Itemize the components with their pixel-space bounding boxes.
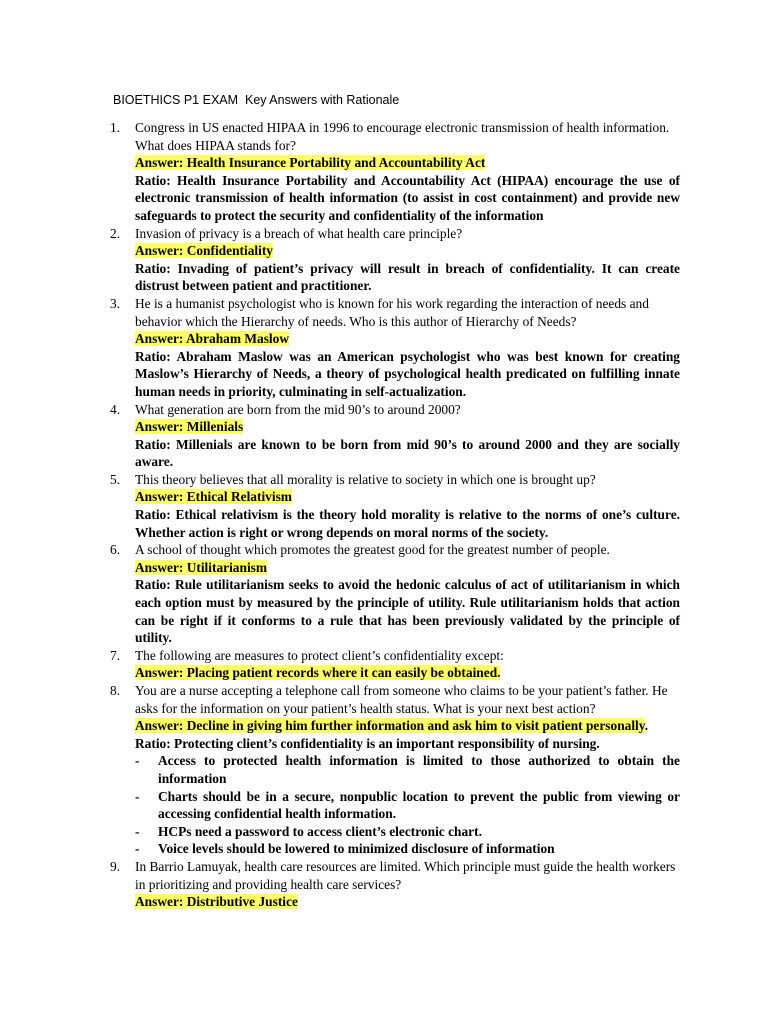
answer-suffix: . bbox=[644, 718, 649, 734]
answer-highlight: Answer: Abraham Maslow bbox=[135, 331, 289, 347]
answer-line bbox=[135, 488, 680, 506]
question-number: 2. bbox=[110, 225, 121, 241]
ratio-text: Ratio: Rule utilitarianism seeks to avoid the hedonic calculus of act of utilitarianism in which each option must by measured by the principle of utility. Rule utilitarianism holds that action can be right if it conforms to a rule that has been previously validated by the principle of utility. bbox=[135, 577, 680, 646]
question-item bbox=[110, 471, 680, 541]
answer-highlight: Answer: Millenials bbox=[135, 419, 244, 435]
answer-line bbox=[135, 559, 680, 577]
ratio-text: Ratio: Invading of patient’s privacy will result in breach of confidentiality. It can create distrust between patient and practitioner. bbox=[135, 260, 680, 294]
answer-highlight: Answer: Utilitarianism bbox=[135, 559, 268, 575]
question-text: Congress in US enacted HIPAA in 1996 to encourage electronic transmission of health information. What does HIPAA stands for? bbox=[135, 120, 670, 153]
ratio-text: Ratio: Millenials are known to be born from mid 90’s to around 2000 and they are socially aware. bbox=[135, 436, 680, 470]
question-number: 9. bbox=[110, 858, 121, 874]
question-text: In Barrio Lamuyak, health care resources are limited. Which principle must guide the health workers in prioritizing and providing health care services? bbox=[135, 858, 676, 892]
ratio-text: Ratio: Ethical relativism is the theory hold morality is relative to the norms of one’s culture. Whether action is right or wrong depends on moral norms of the society. bbox=[135, 507, 680, 540]
bullet-text: Charts should be in a secure, nonpublic location to prevent the public from viewing or accessing confidential health information. bbox=[158, 788, 680, 822]
question-list bbox=[110, 119, 680, 911]
ratio-text: Ratio: Health Insurance Portability and Accountability Act (HIPAA) encourage the use of electronic transmission of health information (to assist in cost containment) and provide new safeguards to protect the security and confidentiality of the information bbox=[135, 172, 680, 223]
document-title: BIOETHICS P1 EXAM Key Answers with Rationale bbox=[113, 93, 400, 107]
answer-line bbox=[135, 893, 680, 911]
question-text: A school of thought which promotes the greatest good for the greatest number of people. bbox=[135, 542, 610, 558]
rationale-bullet bbox=[135, 752, 680, 787]
question-text: This theory believes that all morality is relative to society in which one is brought up? bbox=[135, 471, 596, 487]
question-text: What generation are born from the mid 90’s to around 2000? bbox=[135, 401, 461, 417]
answer-line bbox=[135, 154, 680, 172]
ratio-text: Ratio: Protecting client’s confidentiality is an important responsibility of nursing. bbox=[135, 735, 600, 751]
question-item bbox=[110, 682, 680, 858]
question-number: 4. bbox=[110, 401, 121, 417]
answer-line bbox=[135, 242, 680, 260]
question-text: He is a humanist psychologist who is known for his work regarding the interaction of needs and behavior which the Hierarchy of needs. Who is this author of Hierarchy of Needs? bbox=[135, 295, 649, 329]
question-text: The following are measures to protect client’s confidentiality except: bbox=[135, 647, 504, 663]
rationale-bullet bbox=[135, 823, 680, 841]
question-number: 7. bbox=[110, 647, 121, 663]
question-text: Invasion of privacy is a breach of what health care principle? bbox=[135, 225, 463, 241]
question-item bbox=[110, 295, 680, 401]
question-number: 5. bbox=[110, 471, 121, 487]
question-number: 1. bbox=[110, 120, 121, 135]
question-text: You are a nurse accepting a telephone call from someone who claims to be your patient’s father. He asks for the information on your patient’s health status. What is your next best action? bbox=[135, 683, 668, 716]
question-number: 3. bbox=[110, 295, 121, 311]
ratio-text: Ratio: Abraham Maslow was an American psychologist who was best known for creating Maslow’s Hierarchy of Needs, a theory of psychological health predicated on fulfilling innate human needs in priority, culminating in self-actualization. bbox=[135, 348, 680, 399]
question-item bbox=[110, 647, 680, 682]
answer-highlight: Answer: Ethical Relativism bbox=[135, 489, 292, 505]
question-item bbox=[110, 225, 680, 295]
answer-line bbox=[135, 418, 680, 436]
bullet-text: HCPs need a password to access client’s electronic chart. bbox=[158, 823, 482, 839]
answer-highlight: Answer: Health Insurance Portability and Accountability Act bbox=[135, 155, 486, 171]
bullet-dash: - bbox=[135, 823, 140, 839]
question-item bbox=[110, 401, 680, 471]
bullet-dash: - bbox=[135, 788, 140, 804]
bullet-text: Voice levels should be lowered to minimized disclosure of information bbox=[158, 841, 555, 857]
question-number: 8. bbox=[110, 683, 121, 698]
question-item bbox=[110, 119, 680, 225]
question-number: 6. bbox=[110, 542, 121, 558]
answer-highlight: Answer: Confidentiality bbox=[135, 243, 273, 259]
answer-highlight: Answer: Placing patient records where it can easily be obtained. bbox=[135, 665, 501, 681]
question-item bbox=[110, 541, 680, 647]
answer-highlight: Answer: Decline in giving him further information and ask him to visit patient personally bbox=[135, 718, 645, 734]
question-item bbox=[110, 858, 680, 911]
bullet-text: Access to protected health information is limited to those authorized to obtain the information bbox=[158, 753, 680, 786]
answer-line bbox=[135, 330, 680, 348]
answer-line bbox=[135, 664, 680, 682]
rationale-bullet bbox=[135, 788, 680, 823]
bullet-dash: - bbox=[135, 841, 140, 857]
answer-line bbox=[135, 717, 680, 735]
answer-highlight: Answer: Distributive Justice bbox=[135, 894, 298, 910]
bullet-dash: - bbox=[135, 753, 140, 769]
rationale-bullet-list bbox=[135, 752, 680, 858]
rationale-bullet bbox=[135, 840, 680, 858]
